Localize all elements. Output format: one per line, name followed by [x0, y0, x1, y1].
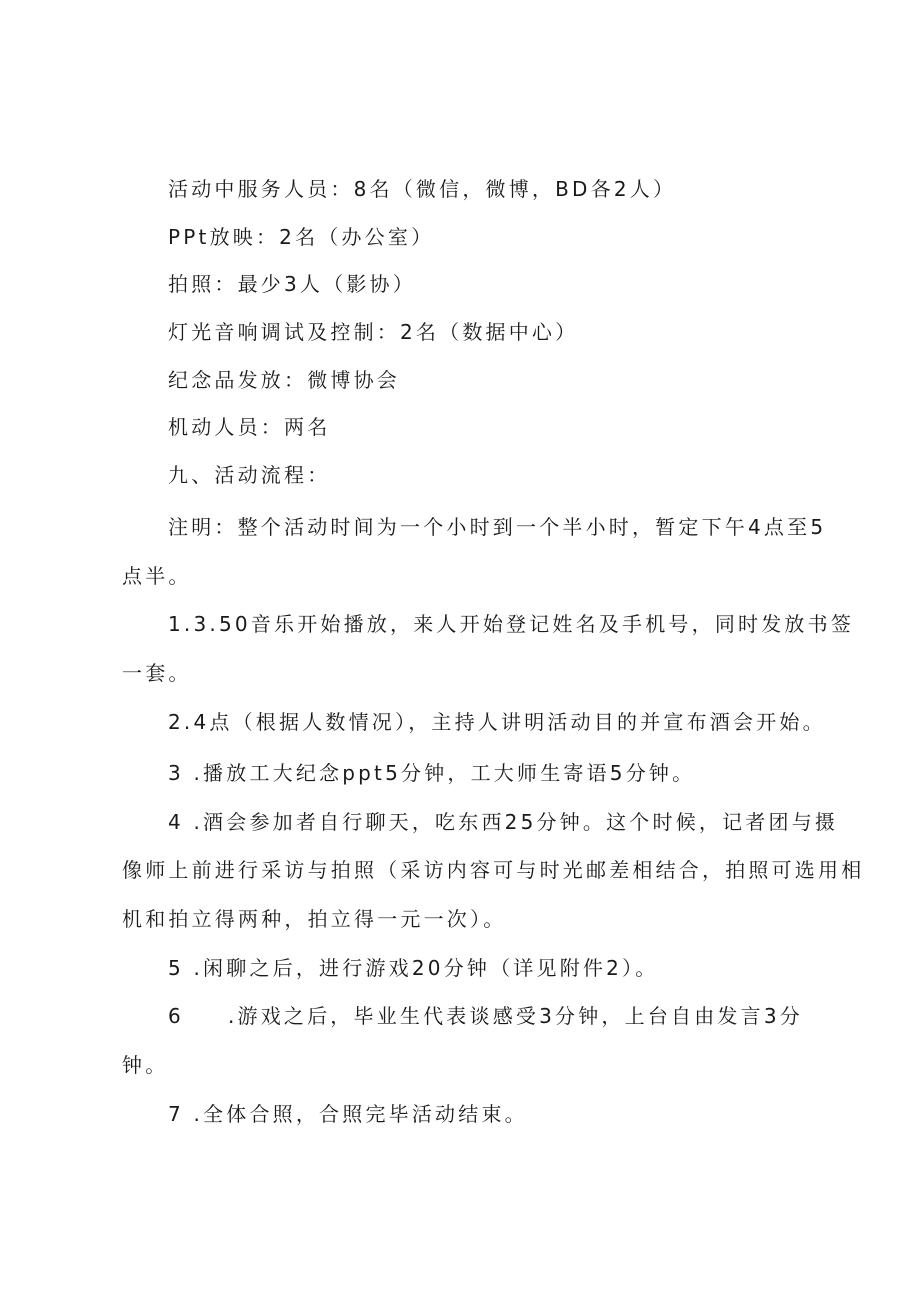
step-6-line-1 — [168, 1003, 803, 1029]
step-6-line-2: 钟。 — [122, 1053, 169, 1077]
step-6-number: 6 — [168, 1004, 184, 1028]
step-4-line-3: 机和拍立得两种，拍立得一元一次）。 — [122, 907, 507, 931]
staff-lighting-line: 灯光音响调试及控制：2名（数据中心） — [168, 320, 579, 344]
note-line-2: 点半。 — [122, 564, 192, 588]
step-3-line: 3 .播放工大纪念ppt5分钟，工大师生寄语5分钟。 — [168, 761, 696, 785]
step-1-line-1: 1.3.50音乐开始播放，来人开始登记姓名及手机号，同时发放书签 — [168, 612, 855, 636]
section-heading: 九、活动流程： — [168, 463, 331, 487]
step-4-line-2: 像师上前进行采访与拍照（采访内容可与时光邮差相结合，拍照可选用相 — [122, 858, 865, 882]
staff-service-line: 活动中服务人员：8名（微信，微博，BD各2人） — [168, 177, 677, 201]
step-6-text: .游戏之后，毕业生代表谈感受3分钟，上台自由发言3分 — [227, 1004, 803, 1028]
staff-backup-line: 机动人员：两名 — [168, 415, 331, 439]
note-line-1: 注明：整个活动时间为一个小时到一个半小时，暂定下午4点至5 — [168, 515, 827, 539]
step-5-line: 5 .闲聊之后，进行游戏20分钟（详见附件2）。 — [168, 956, 659, 980]
step-2-line: 2.4点（根据人数情况），主持人讲明活动目的并宣布酒会开始。 — [168, 710, 826, 734]
step-1-line-2: 一套。 — [122, 661, 192, 685]
staff-ppt-line: PPt放映：2名（办公室） — [168, 225, 435, 249]
step-7-line: 7 .全体合照，合照完毕活动结束。 — [168, 1102, 528, 1126]
staff-souvenir-line: 纪念品发放：微博协会 — [168, 368, 400, 392]
staff-photo-line: 拍照：最少3人（影协） — [168, 272, 416, 296]
step-4-line-1: 4 .酒会参加者自行聊天，吃东西25分钟。这个时候，记者团与摄 — [168, 810, 839, 834]
